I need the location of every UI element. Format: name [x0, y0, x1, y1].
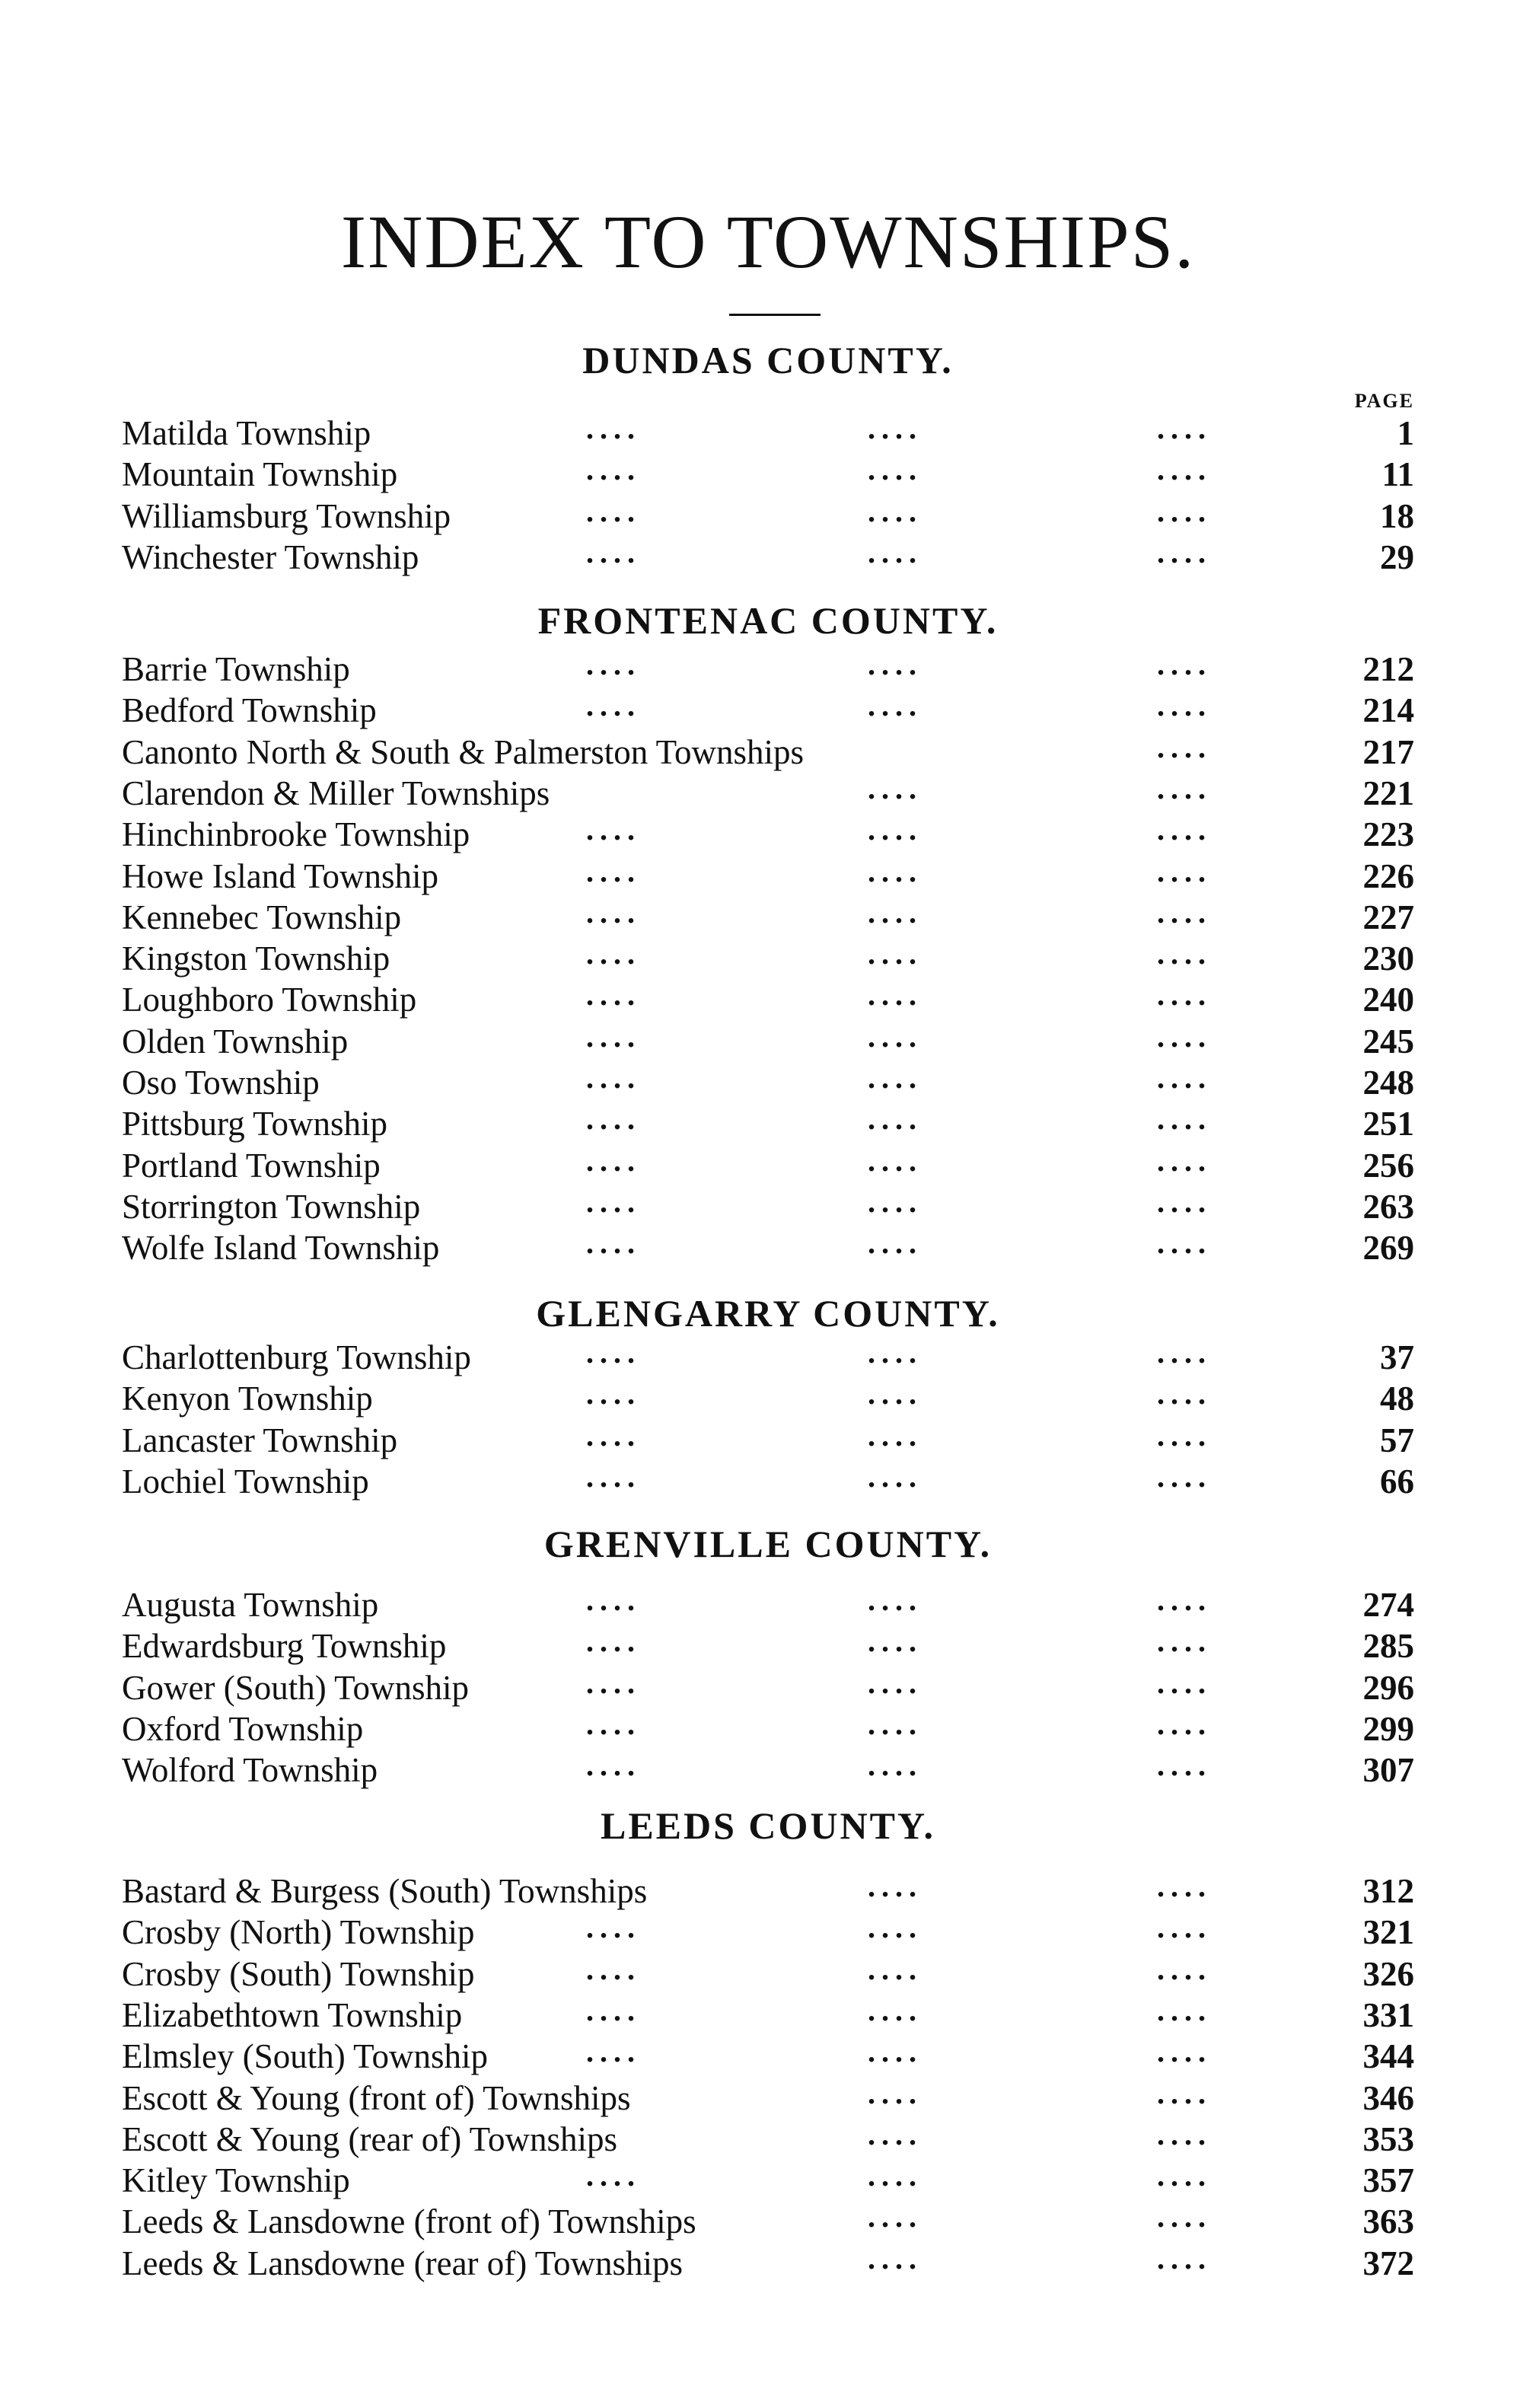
dot-leader: ....: [586, 1583, 641, 1617]
dot-leader: ....: [868, 770, 923, 805]
dot-leader: ....: [586, 1143, 641, 1178]
township-name: Elmsley (South) Township: [122, 2037, 489, 2076]
index-entry: [122, 534, 1414, 578]
dot-leader: ....: [1157, 1992, 1212, 2027]
dot-leader: ....: [1157, 853, 1212, 888]
page-number: 307: [1362, 1751, 1414, 1790]
index-entry: [122, 938, 1414, 979]
township-name: Elizabethtown Township: [122, 1995, 463, 2034]
dot-leader: ....: [1157, 1459, 1212, 1494]
dot-leader: ....: [1157, 452, 1212, 487]
index-entry: [122, 2075, 1414, 2119]
township-name: Matilda Township: [122, 414, 371, 452]
dot-leader: ....: [586, 2158, 641, 2193]
dot-leader: ....: [868, 411, 923, 445]
page-number: 357: [1362, 2161, 1414, 2200]
dot-leader: ....: [868, 895, 923, 930]
dot-leader: ....: [868, 1624, 923, 1659]
township-name: Crosby (South) Township: [122, 1954, 475, 1993]
dot-leader: ....: [868, 647, 923, 681]
dot-leader: ....: [586, 1910, 641, 1945]
dot-leader: ....: [586, 978, 641, 1013]
dot-leader: ....: [1157, 1376, 1212, 1411]
dot-leader: ....: [586, 1459, 641, 1494]
dot-leader: ....: [868, 1459, 923, 1494]
page-number: 274: [1362, 1586, 1414, 1624]
page-number: 226: [1362, 856, 1414, 895]
dot-leader: ....: [868, 978, 923, 1013]
township-name: Lochiel Township: [122, 1462, 369, 1501]
page-number: 372: [1362, 2244, 1414, 2282]
dot-leader: ....: [586, 688, 641, 723]
dot-leader: ....: [1157, 1060, 1212, 1095]
index-entry: [122, 2036, 1414, 2077]
county-heading: FRONTENAC COUNTY.: [537, 599, 999, 642]
township-name: Augusta Township: [122, 1586, 379, 1624]
page-number: 363: [1362, 2202, 1414, 2241]
index-entry: [122, 454, 1414, 495]
dot-leader: ....: [1157, 1624, 1212, 1659]
index-entry: [122, 1667, 1414, 1708]
dot-leader: ....: [586, 2034, 641, 2069]
township-name: Charlottenburg Township: [122, 1338, 471, 1376]
dot-leader: ....: [586, 452, 641, 487]
page-number: 296: [1362, 1668, 1414, 1707]
dot-leader: ....: [1157, 895, 1212, 930]
page-title: INDEX TO TOWNSHIPS.: [340, 199, 1196, 284]
dot-leader: ....: [586, 1102, 641, 1137]
index-entry: [122, 2160, 1414, 2201]
township-name: Winchester Township: [122, 537, 419, 576]
page-number: 326: [1362, 1954, 1414, 1993]
dot-leader: ....: [586, 853, 641, 888]
page-number: 263: [1362, 1187, 1414, 1226]
township-name: Loughboro Township: [122, 981, 417, 1019]
dot-leader: ....: [1157, 493, 1212, 528]
township-name: Kitley Township: [122, 2161, 350, 2200]
index-entry: [122, 814, 1414, 855]
dot-leader: ....: [868, 1143, 923, 1178]
dot-leader: ....: [868, 1226, 923, 1261]
dot-leader: ....: [868, 853, 923, 888]
dot-leader: ....: [1157, 812, 1212, 847]
dot-leader: ....: [868, 1335, 923, 1370]
township-name: Crosby (North) Township: [122, 1913, 475, 1952]
dot-leader: ....: [868, 2241, 923, 2276]
dot-leader: ....: [1157, 1951, 1212, 1986]
dot-leader: ....: [586, 1335, 641, 1370]
page-number: 269: [1362, 1229, 1414, 1268]
page-number: 285: [1362, 1627, 1414, 1666]
dot-leader: ....: [868, 534, 923, 569]
township-name: Leeds & Lansdowne (front of) Townships: [122, 2202, 696, 2241]
dot-leader: ....: [1157, 2199, 1212, 2234]
page-number: 18: [1380, 496, 1414, 535]
page-number: 212: [1362, 650, 1414, 688]
dot-leader: ....: [586, 895, 641, 930]
page-number: 353: [1362, 2119, 1414, 2158]
township-name: Canonto North & South & Palmerston Townships: [122, 732, 805, 771]
index-entry: [122, 770, 1414, 814]
dot-leader: ....: [1157, 2116, 1212, 2151]
township-name: Lancaster Township: [122, 1421, 398, 1459]
dot-leader: ....: [868, 1951, 923, 1986]
dot-leader: ....: [586, 812, 641, 847]
dot-leader: ....: [868, 2075, 923, 2110]
county-heading: GLENGARRY COUNTY.: [536, 1292, 1000, 1335]
index-entry: [122, 897, 1414, 938]
dot-leader: ....: [868, 1019, 923, 1054]
index-entry: [122, 979, 1414, 1020]
index-entry: [122, 649, 1414, 690]
page-number: 344: [1362, 2037, 1414, 2076]
page-number: 214: [1362, 691, 1414, 730]
dot-leader: ....: [868, 1418, 923, 1453]
dot-leader: ....: [1157, 770, 1212, 805]
dot-leader: ....: [868, 1583, 923, 1617]
page-number: 37: [1380, 1338, 1414, 1376]
township-name: Barrie Township: [122, 650, 350, 688]
index-entry: [122, 1625, 1414, 1666]
page-number: 245: [1362, 1022, 1414, 1060]
page-number: 227: [1362, 898, 1414, 936]
dot-leader: ....: [586, 1184, 641, 1219]
dot-leader: ....: [1157, 411, 1212, 445]
index-entry: [122, 2243, 1414, 2284]
dot-leader: ....: [868, 1376, 923, 1411]
index-entry: [122, 493, 1414, 537]
page-number: 312: [1362, 1872, 1414, 1910]
dot-leader: ....: [586, 1951, 641, 1986]
dot-leader: ....: [586, 1019, 641, 1054]
township-name: Clarendon & Miller Townships: [122, 773, 550, 812]
township-name: Bastard & Burgess (South) Townships: [122, 1872, 648, 1910]
index-entry: [122, 2116, 1414, 2160]
dot-leader: ....: [1157, 1869, 1212, 1903]
index-entry: [122, 1992, 1414, 2036]
index-entry: [122, 413, 1414, 454]
dot-leader: ....: [586, 936, 641, 971]
page-number: 240: [1362, 981, 1414, 1019]
index-entry: [122, 1951, 1414, 1995]
page-number: 331: [1362, 1995, 1414, 2034]
county-heading: DUNDAS COUNTY.: [582, 339, 954, 381]
dot-leader: ....: [586, 1060, 641, 1095]
page-number: 251: [1362, 1105, 1414, 1143]
dot-leader: ....: [868, 1992, 923, 2027]
index-entry: [122, 1378, 1414, 1419]
index-entry: [122, 853, 1414, 897]
page-number: 221: [1362, 773, 1414, 812]
township-name: Howe Island Township: [122, 856, 438, 895]
dot-leader: ....: [586, 1748, 641, 1783]
index-entry: [122, 690, 1414, 731]
township-name: Gower (South) Township: [122, 1668, 469, 1707]
dot-leader: ....: [1157, 1335, 1212, 1370]
township-name: Oxford Township: [122, 1709, 364, 1748]
page-number: 346: [1362, 2078, 1414, 2117]
page-number: 299: [1362, 1709, 1414, 1748]
dot-leader: ....: [1157, 978, 1212, 1013]
dot-leader: ....: [1157, 2075, 1212, 2110]
dot-leader: ....: [586, 1624, 641, 1659]
dot-leader: ....: [868, 1102, 923, 1137]
dot-leader: ....: [586, 493, 641, 528]
township-name: Portland Township: [122, 1146, 381, 1185]
dot-leader: ....: [1157, 1102, 1212, 1137]
township-name: Escott & Young (front of) Townships: [122, 2078, 631, 2117]
dot-leader: ....: [868, 1869, 923, 1903]
township-name: Bedford Township: [122, 691, 377, 730]
page-number: 321: [1362, 1913, 1414, 1952]
dot-leader: ....: [868, 2034, 923, 2069]
dot-leader: ....: [868, 1184, 923, 1219]
dot-leader: ....: [1157, 2034, 1212, 2069]
township-name: Kenyon Township: [122, 1379, 373, 1418]
index-entry: [122, 1062, 1414, 1103]
index-entry: [122, 729, 1414, 773]
page-number: 248: [1362, 1064, 1414, 1102]
page-number: 256: [1362, 1146, 1414, 1185]
dot-leader: ....: [868, 1748, 923, 1783]
dot-leader: ....: [1157, 1583, 1212, 1617]
township-name: Leeds & Lansdowne (rear of) Townships: [122, 2244, 684, 2282]
dot-leader: ....: [586, 534, 641, 569]
dot-leader: ....: [1157, 647, 1212, 681]
dot-leader: ....: [868, 493, 923, 528]
index-entry: [122, 2201, 1414, 2242]
township-name: Wolfe Island Township: [122, 1229, 440, 1268]
dot-leader: ....: [1157, 534, 1212, 569]
township-name: Oso Township: [122, 1064, 320, 1102]
page-number: 66: [1380, 1462, 1414, 1501]
dot-leader: ....: [868, 2199, 923, 2234]
dot-leader: ....: [868, 812, 923, 847]
dot-leader: ....: [1157, 688, 1212, 723]
dot-leader: ....: [586, 1992, 641, 2027]
dot-leader: ....: [1157, 2158, 1212, 2193]
index-entry: [122, 1021, 1414, 1062]
township-name: Escott & Young (rear of) Townships: [122, 2119, 617, 2158]
dot-leader: ....: [868, 452, 923, 487]
dot-leader: ....: [586, 1226, 641, 1261]
dot-leader: ....: [868, 2158, 923, 2193]
dot-leader: ....: [1157, 1019, 1212, 1054]
page-number: 11: [1381, 455, 1414, 494]
index-entry: [122, 1227, 1414, 1268]
page-number: 29: [1380, 537, 1414, 576]
index-entry: [122, 1186, 1414, 1227]
index-entry: [122, 1337, 1414, 1378]
index-entry: [122, 1871, 1414, 1912]
index-entry: [122, 1749, 1414, 1791]
index-entry: [122, 1584, 1414, 1625]
dot-leader: ....: [1157, 1226, 1212, 1261]
dot-leader: ....: [586, 1418, 641, 1453]
dot-leader: ....: [1157, 729, 1212, 764]
dot-leader: ....: [586, 1376, 641, 1411]
dot-leader: ....: [586, 1665, 641, 1700]
page-number: 1: [1397, 414, 1414, 452]
township-name: Mountain Township: [122, 455, 398, 494]
township-name: Wolford Township: [122, 1751, 378, 1790]
dot-leader: ....: [1157, 2241, 1212, 2276]
township-name: Williamsburg Township: [122, 496, 451, 535]
dot-leader: ....: [1157, 1748, 1212, 1783]
dot-leader: ....: [868, 1910, 923, 1945]
township-name: Kingston Township: [122, 939, 390, 978]
dot-leader: ....: [586, 1706, 641, 1741]
dot-leader: ....: [868, 688, 923, 723]
township-name: Pittsburg Township: [122, 1105, 388, 1143]
county-heading: GRENVILLE COUNTY.: [543, 1523, 993, 1565]
index-entry: [122, 1145, 1414, 1186]
township-name: Storrington Township: [122, 1187, 421, 1226]
dot-leader: ....: [868, 1665, 923, 1700]
dot-leader: ....: [868, 2116, 923, 2151]
dot-leader: ....: [586, 411, 641, 445]
dot-leader: ....: [1157, 1143, 1212, 1178]
dot-leader: ....: [1157, 1184, 1212, 1219]
title-rule: [729, 314, 821, 316]
township-name: Olden Township: [122, 1022, 349, 1060]
dot-leader: ....: [868, 936, 923, 971]
county-heading: LEEDS COUNTY.: [600, 1804, 936, 1847]
dot-leader: ....: [586, 647, 641, 681]
page-number: 230: [1362, 939, 1414, 978]
dot-leader: ....: [1157, 936, 1212, 971]
township-name: Edwardsburg Township: [122, 1627, 447, 1666]
page-column-header: PAGE: [1354, 390, 1414, 412]
page-number: 223: [1362, 815, 1414, 854]
page-number: 57: [1380, 1421, 1414, 1459]
index-entry: [122, 1420, 1414, 1461]
dot-leader: ....: [1157, 1665, 1212, 1700]
index-entry: [122, 1103, 1414, 1144]
index-entry: [122, 1912, 1414, 1953]
page-number: 217: [1362, 732, 1414, 771]
dot-leader: ....: [1157, 1706, 1212, 1741]
dot-leader: ....: [868, 1706, 923, 1741]
township-name: Kennebec Township: [122, 898, 402, 936]
dot-leader: ....: [1157, 1418, 1212, 1453]
index-entry: [122, 1461, 1414, 1502]
dot-leader: ....: [1157, 1910, 1212, 1945]
dot-leader: ....: [868, 1060, 923, 1095]
page-number: 48: [1380, 1379, 1414, 1418]
township-name: Hinchinbrooke Township: [122, 815, 470, 854]
index-entry: [122, 1708, 1414, 1749]
